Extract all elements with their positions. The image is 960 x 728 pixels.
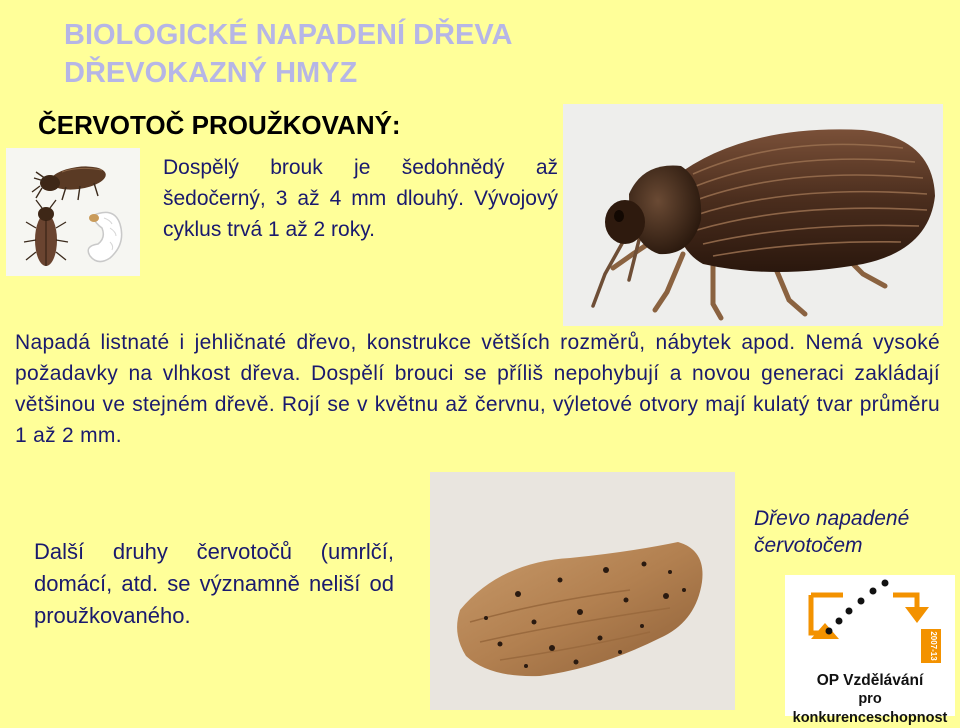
wood-caption: Dřevo napadené červotočem [754, 507, 910, 557]
other-species-note: Další druhy červotočů (umrlčí, domácí, atd. se významně neliší od proužkovaného. [34, 539, 394, 628]
logo-year-badge [921, 629, 941, 663]
beetle-side-view [32, 163, 107, 200]
larva [88, 212, 121, 261]
beetle-photo [563, 104, 943, 326]
wood-svg [430, 472, 735, 710]
op-vzdelavani-logo [785, 575, 955, 726]
species-heading: ČERVOTOČ PROUŽKOVANÝ: [38, 110, 401, 140]
beetle-description: Dospělý brouk je šedohnědý až šedočerný, 3 až 4 mm dlouhý. Vývojový cyklus trvá 1 až 2 roky. [163, 156, 558, 241]
small-beetles-svg [6, 148, 140, 276]
logo-line-2: pro konkurenceschopnost [792, 691, 948, 726]
logo-graphic [785, 575, 955, 675]
big-beetle-svg [563, 104, 943, 326]
infested-wood-photo [430, 472, 735, 710]
title-line-2: DŘEVOKAZNÝ HMYZ [64, 57, 358, 89]
logo-line-1: OP Vzdělávání [816, 672, 924, 689]
logo-years: 2007-13 [929, 631, 938, 661]
beetle-top-view [24, 200, 68, 266]
slide-title [64, 16, 512, 92]
main-description: Napadá listnaté i jehličnaté dřevo, konstrukce větších rozměrů, nábytek apod. Nemá vysoké požadavky na vlhkost dřeva. Dospělí brouci se příliš nepohybují a novou generaci zakládají většinou ve stejném dřevě. Rojí se v květnu až červnu, výletové otvory mají kulatý tvar průměru 1 až 2 mm. [15, 331, 940, 447]
title-line-1: BIOLOGICKÉ NAPADENÍ DŘEVA [64, 19, 513, 51]
logo-dots [826, 580, 889, 635]
beetle-and-larva-illustration [6, 148, 140, 276]
